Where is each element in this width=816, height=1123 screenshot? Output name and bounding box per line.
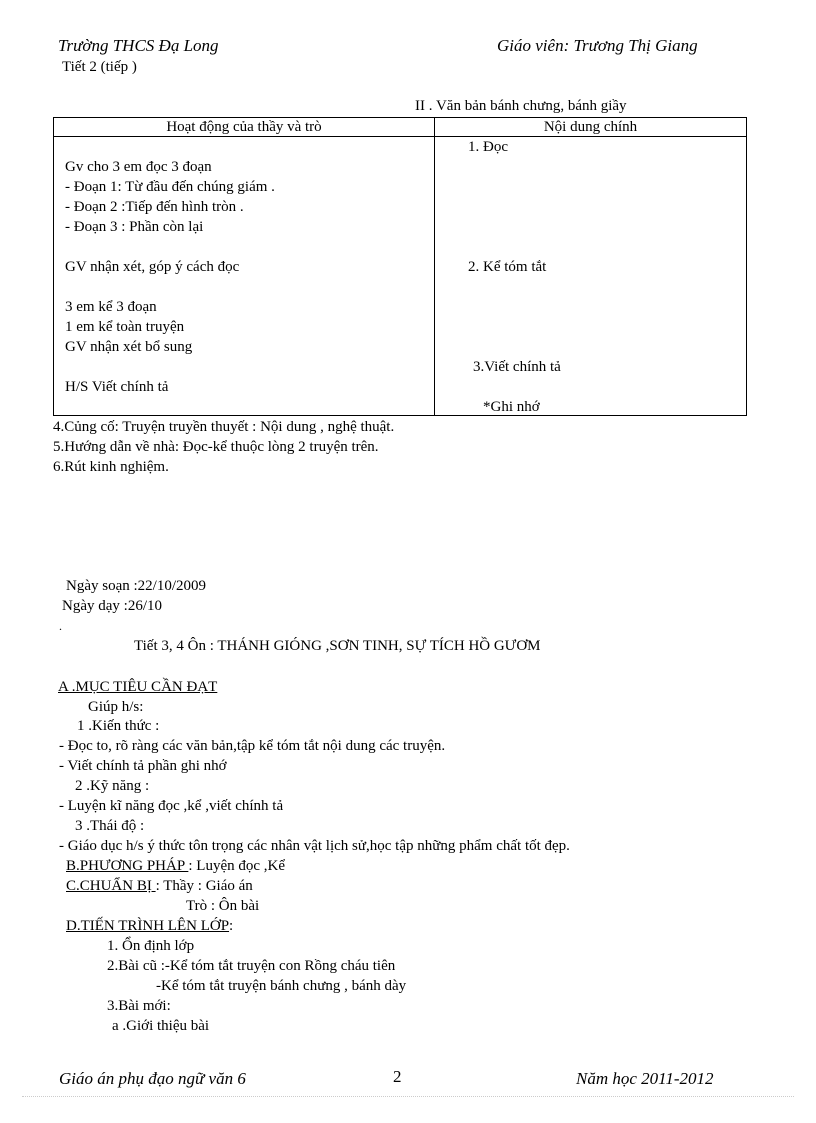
page-number: 2 [393,1067,402,1086]
knowledge-item: - Viết chính tả phần ghi nhớ [59,758,227,774]
page-divider [22,1096,794,1097]
activity-line: 3 em kể 3 đoạn [65,299,157,315]
stray-dot: . [59,619,62,633]
content-item: 2. Kể tóm tắt [468,259,547,275]
lesson-label: Tiết 2 (tiếp ) [62,59,137,75]
activity-cell [54,137,435,416]
activity-line: GV nhận xét bổ sung [65,339,193,355]
prep-teacher: : Thầy : Giáo án [155,878,253,894]
col-header-activity: Hoạt động của thầy và trò [54,118,435,137]
activity-line: - Đoạn 3 : Phần còn lại [65,219,204,235]
content-item: *Ghi nhớ [483,399,540,415]
method-value: : Luyện đọc ,Kể [188,858,285,874]
process-line [66,917,233,935]
activity-line: H/S Viết chính tả [65,379,169,395]
footer-left: Giáo án phụ đạo ngữ văn 6 [59,1069,246,1088]
prep-student: Trò : Ôn bài [186,898,260,914]
help-label: Giúp h/s: [88,699,144,715]
activity-line: GV nhận xét, góp ý cách đọc [65,259,240,275]
lesson-title: Tiết 3, 4 Ôn : THÁNH GIÓNG ,SƠN TINH, SỰ TÍCH HỒ GƯƠM [134,638,541,654]
method-label: B.PHƯƠNG PHÁP [66,858,189,874]
attitude-label: 3 .Thái độ : [75,818,145,834]
process-label: D.TIẾN TRÌNH LÊN LỚP [66,918,230,934]
date-prepared: Ngày soạn :22/10/2009 [66,578,206,594]
objectives-heading: A .MỤC TIÊU CẦN ĐẠT [58,679,218,695]
prep-label: C.CHUẨN BỊ [66,878,156,894]
activity-line: - Đoạn 1: Từ đầu đến chúng giám . [65,179,275,195]
skills-label: 2 .Kỹ năng : [75,778,150,794]
date-taught: Ngày dạy :26/10 [62,598,162,614]
activity-line: 1 em kể toàn truyện [65,319,185,335]
attitude-item: - Giáo dục h/s ý thức tôn trọng các nhân vật lịch sử,học tập những phẩm chất tốt đẹp. [59,838,570,854]
method-line [66,857,285,875]
prep-line [66,877,253,895]
process-colon: : [229,918,234,934]
content-item: 1. Đọc [468,139,508,155]
process-step: 3.Bài mới: [107,998,171,1014]
consolidation-line: 4.Củng cố: Truyện truyền thuyết : Nội dung , nghệ thuật. [53,419,395,435]
content-cell [435,137,747,416]
teacher-name: Giáo viên: Trương Thị Giang [497,36,698,55]
experience-line: 6.Rút kinh nghiệm. [53,459,169,475]
skills-item: - Luyện kĩ năng đọc ,kể ,viết chính tả [59,798,284,814]
section-title: II . Văn bản bánh chưng, bánh giầy [415,98,627,114]
knowledge-item: - Đọc to, rõ ràng các văn bản,tập kể tóm tắt nội dung các truyện. [59,738,446,754]
col-header-content: Nội dung chính [435,118,747,137]
content-item: 3.Viết chính tả [473,359,561,375]
process-step: 1. Ổn định lớp [107,938,195,954]
process-step: 2.Bài cũ :-Kể tóm tắt truyện con Rồng cháu tiên [107,958,396,974]
footer-right: Năm học 2011-2012 [576,1069,714,1088]
process-step: a .Giới thiệu bài [112,1018,210,1034]
school-name: Trường THCS Đạ Long [58,36,219,55]
knowledge-label: 1 .Kiến thức : [77,718,160,734]
process-step: -Kể tóm tắt truyện bánh chưng , bánh dày [156,978,407,994]
homework-line: 5.Hướng dẫn về nhà: Đọc-kể thuộc lòng 2 truyện trên. [53,439,379,455]
activity-line: Gv cho 3 em đọc 3 đoạn [65,159,212,175]
activity-line: - Đoạn 2 :Tiếp đến hình tròn . [65,199,244,215]
lesson-table [53,117,747,416]
